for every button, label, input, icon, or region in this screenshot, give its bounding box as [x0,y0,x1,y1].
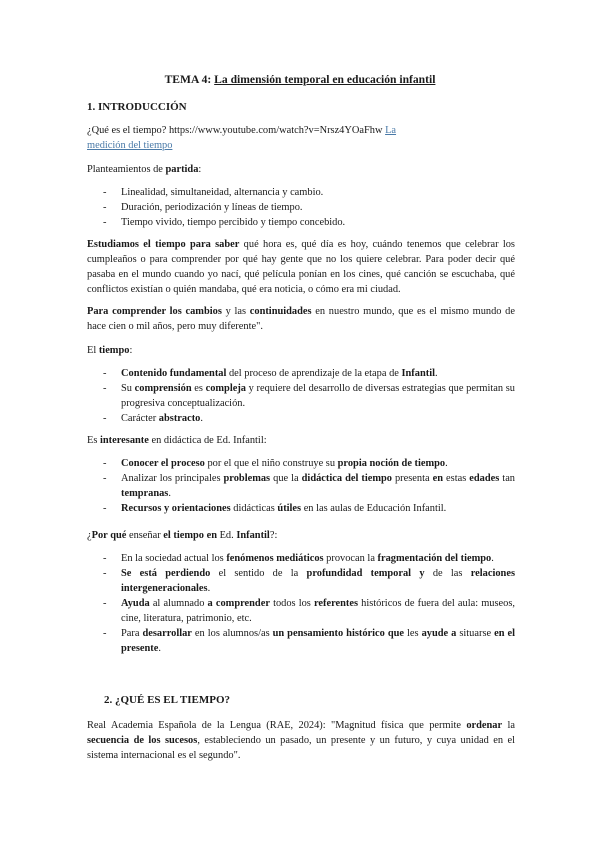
bold-run: profundidad temporal y [306,568,425,579]
title-prefix: TEMA 4: [164,73,215,86]
text-run: qué hora es, qué día es hoy, cuándo tenemos que celebrar los cumpleaños o para comprender por qué hay gente que no los quiere celebrar. Para poder decir qué pasaba en el mundo cuando yo nací, qué película ponían en los cines, qué canción se escuchaba, qué conflictos existían o quién mandaba, qué era noticia, o cómo era mi ciudad. [87,239,515,295]
text-run: . [491,553,494,564]
bold-run: Infantil [236,530,270,541]
bold-run: referentes [313,598,359,609]
question-paragraph [87,123,515,153]
dash-bullet: - [103,628,107,639]
text-run: Real Academia Española de la Lengua (RAE, 2024): "Magnitud física que permite [87,720,467,731]
list-item-text: Duración, periodización y líneas de tiempo. [121,202,303,213]
bold-run: Se está perdiendo [121,568,211,579]
bold-run: propia noción de tiempo [337,458,446,469]
bold-run: Recursos y orientaciones [121,503,231,514]
bold-run: ordenar [466,720,503,731]
bold-run: interesante [100,435,149,446]
text-run: situarse [456,628,495,639]
list-item-text: Tiempo vivido, tiempo percibido y tiempo concebido. [121,217,346,228]
text-run: en didáctica de Ed. Infantil: [148,435,267,446]
bold-run: abstracto [158,413,201,424]
bold-run: tempranas [121,488,169,499]
rae-paragraph [87,718,515,763]
text-run: ¿ [87,530,92,541]
section-heading-que-es-el-tiempo: 2. ¿QUÉ ES EL TIEMPO? [104,694,231,706]
list-item [87,596,515,626]
text-run: ?: [269,530,278,541]
text-run: y las [221,306,250,317]
dash-bullet: - [103,383,107,394]
dash-bullet: - [103,368,107,379]
text-run: y requiere del desarrollo de diversas estrategias que permitan su progresiva conceptualización. [121,383,515,409]
text-run: . [158,643,161,654]
estudiamos-paragraph [87,237,515,297]
interesante-list [87,456,515,516]
text-run: . [200,413,203,424]
bold-run: Infantil [401,368,435,379]
list-item-text: Linealidad, simultaneidad, alternancia y cambio. [121,187,324,198]
list-item [87,366,515,381]
bold-run: Para comprender los cambios [87,306,222,317]
list-item [87,200,515,215]
dash-bullet: - [103,503,107,514]
text-run: El [87,345,99,356]
text-run: . [434,368,438,379]
text-run: Su [121,383,135,394]
text-run: Es [87,435,100,446]
list-item [87,381,515,411]
text-run: tan [499,473,516,484]
list-item [87,471,515,501]
text-run: . [207,583,211,594]
question-text: ¿Qué es el tiempo? https://www.youtube.com/watch?v=Nrsz4YOaFhw [87,125,386,136]
bold-run: Ayuda [121,598,150,609]
text-run: el sentido de la [210,568,307,579]
bold-run: desarrollar [142,628,192,639]
text-run: estas [443,473,470,484]
bold-run: problemas [223,473,271,484]
text-run: en los alumnos/as [191,628,273,639]
bold-run: partida [165,164,199,175]
bold-run: didáctica del tiempo [301,473,392,484]
text-run: Ed. [216,530,237,541]
section-heading-introduccion: 1. INTRODUCCIÓN [87,101,187,113]
bold-run: a comprender [207,598,270,609]
dash-bullet: - [103,568,107,579]
bold-run: un pensamiento histórico que [272,628,405,639]
bold-run: ayude a [421,628,457,639]
bold-run: edades [469,473,500,484]
text-run: en las aulas de Educación Infantil. [301,503,447,514]
list-item [87,185,515,200]
bold-run: relaciones intergeneracionales [121,568,515,594]
document-title [0,72,600,87]
text-run: : [129,345,133,356]
text-run: les [404,628,422,639]
bold-run: Por qué [91,530,127,541]
bold-run: Conocer el proceso [121,458,205,469]
text-run: por el que el niño construye su [204,458,338,469]
bold-run: fragmentación del tiempo [377,553,492,564]
list-item [87,411,515,426]
text-run: . [445,458,448,469]
title-main: La dimensión temporal en educación infantil [214,73,436,86]
text-run: es [191,383,206,394]
bold-run: en el presente [121,628,516,654]
bold-run: tiempo [98,345,130,356]
text-run: Planteamientos de [87,164,166,175]
list-item [87,215,515,230]
bold-run: en [432,473,444,484]
planteamientos-list [87,185,515,230]
interesante-paragraph [87,433,515,448]
bold-run: compleja [205,383,246,394]
bold-run: el tiempo en [163,530,217,541]
dash-bullet: - [103,598,107,609]
bold-run: Estudiamos el tiempo para saber [87,239,240,250]
text-run: que la [270,473,302,484]
text-run: , estableciendo un pasado, un presente y un futuro, y cuya unidad en el sistema internacional es el segundo". [87,735,516,761]
text-run: Para [121,628,143,639]
text-run: : [198,164,202,175]
dash-bullet: - [103,217,107,228]
bold-run: útiles [277,503,302,514]
text-run: En la sociedad actual los [121,553,227,564]
list-item [87,626,515,656]
text-run: en nuestro mundo, que es el mismo mundo de hace cien o mil años, pero muy diferente". [87,306,515,332]
list-item [87,551,515,566]
text-run: . [168,488,171,499]
bold-run: secuencia de los sucesos [87,735,198,746]
dash-bullet: - [103,187,107,198]
text-run: presenta [391,473,433,484]
text-run: Analizar los principales [121,473,224,484]
bold-run: Contenido fundamental [121,368,227,379]
planteamientos-paragraph [87,162,515,177]
dash-bullet: - [103,458,107,469]
comprender-paragraph [87,304,515,334]
video-link-part2[interactable]: medición del tiempo [87,140,173,151]
text-run: la [502,720,515,731]
por-que-list [87,551,515,656]
text-run: didácticas [230,503,278,514]
dash-bullet: - [103,202,107,213]
text-run: Carácter [121,413,159,424]
dash-bullet: - [103,473,107,484]
video-link-part1[interactable]: La [385,125,397,136]
tiempo-list [87,366,515,426]
bold-run: continuidades [249,306,312,317]
tiempo-paragraph [87,343,515,358]
dash-bullet: - [103,413,107,424]
list-item [87,566,515,596]
bold-run: fenómenos mediáticos [226,553,324,564]
text-run: enseñar [126,530,164,541]
por-que-paragraph [87,528,515,543]
text-run: provocan la [323,553,378,564]
list-item [87,501,515,516]
text-run: de las [424,568,471,579]
text-run: históricos de fuera del aula: museos, cine, literatura, patrimonio, etc. [121,598,515,624]
text-run: del proceso de aprendizaje de la etapa de [226,368,402,379]
bold-run: comprensión [134,383,192,394]
dash-bullet: - [103,553,107,564]
text-run: todos los [269,598,314,609]
text-run: al alumnado [149,598,208,609]
list-item [87,456,515,471]
